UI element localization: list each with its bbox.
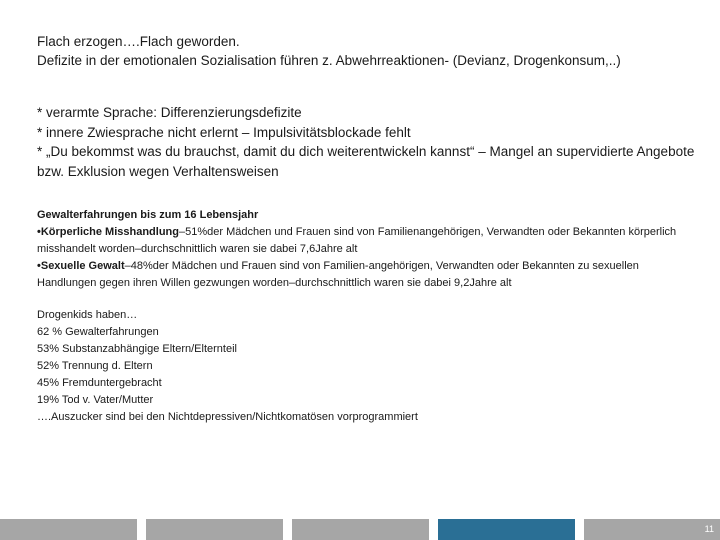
intro-line-2: Defizite in der emotionalen Sozialisation führen z. Abwehrreaktionen- (Devianz, Drogenkonsum,..) bbox=[37, 53, 621, 68]
drug-kids-item: 45% Fremduntergebracht bbox=[37, 377, 162, 389]
page-number: 11 bbox=[704, 524, 714, 534]
drug-kids-item: 19% Tod v. Vater/Mutter bbox=[37, 394, 154, 406]
drug-kids-section bbox=[37, 307, 697, 426]
violence-item-physical bbox=[37, 224, 697, 258]
drug-kids-item: 52% Trennung d. Eltern bbox=[37, 360, 153, 372]
deficit-points bbox=[37, 103, 697, 181]
point-support: * „Du bekommst was du brauchst, damit du dich weiterentwickeln kannst“ – Mangel an supervidierte Angebote bzw. Exklusion wegen Verhaltensweisen bbox=[37, 144, 695, 179]
intro-line-1: Flach erzogen….Flach geworden. bbox=[37, 34, 240, 49]
drug-kids-item: 53% Substanzabhängige Eltern/Elternteil bbox=[37, 343, 237, 355]
footer-segment-active bbox=[438, 519, 575, 540]
footer-segment bbox=[146, 519, 283, 540]
physical-abuse-text: –51%der Mädchen und Frauen sind von Familienangehörigen, Verwandten oder Bekannten körperlich misshandelt worden–durchschnittlich waren sie dabei 7,6Jahre alt bbox=[37, 226, 677, 255]
violence-section bbox=[37, 207, 697, 292]
footer-segment bbox=[0, 519, 137, 540]
drug-kids-heading: Drogenkids haben… bbox=[37, 309, 138, 321]
violence-item-sexual bbox=[37, 258, 697, 292]
sexual-violence-text: –48%der Mädchen und Frauen sind von Familien-angehörigen, Verwandten oder Bekannten zu sexuellen Handlungen gegen ihren Willen gezwungen worden–durchschnittlich waren sie dabei 9,2Jahre alt bbox=[37, 260, 639, 289]
drug-kids-item: 62 % Gewalterfahrungen bbox=[37, 326, 159, 338]
footer-segment bbox=[292, 519, 429, 540]
point-language: * verarmte Sprache: Differenzierungsdefizite bbox=[37, 105, 302, 120]
point-inner-dialogue: * innere Zwiesprache nicht erlernt – Impulsivitätsblockade fehlt bbox=[37, 124, 411, 140]
drug-kids-closing: ….Auszucker sind bei den Nichtdepressiven/Nichtkomatösen vorprogrammiert bbox=[37, 411, 418, 423]
physical-abuse-label: •Körperliche Misshandlung bbox=[37, 226, 179, 238]
footer-segment bbox=[584, 519, 720, 540]
violence-heading: Gewalterfahrungen bis zum 16 Lebensjahr bbox=[37, 209, 259, 221]
sexual-violence-label: •Sexuelle Gewalt bbox=[37, 260, 125, 272]
footer-bar bbox=[0, 519, 720, 540]
intro-block bbox=[37, 32, 697, 70]
